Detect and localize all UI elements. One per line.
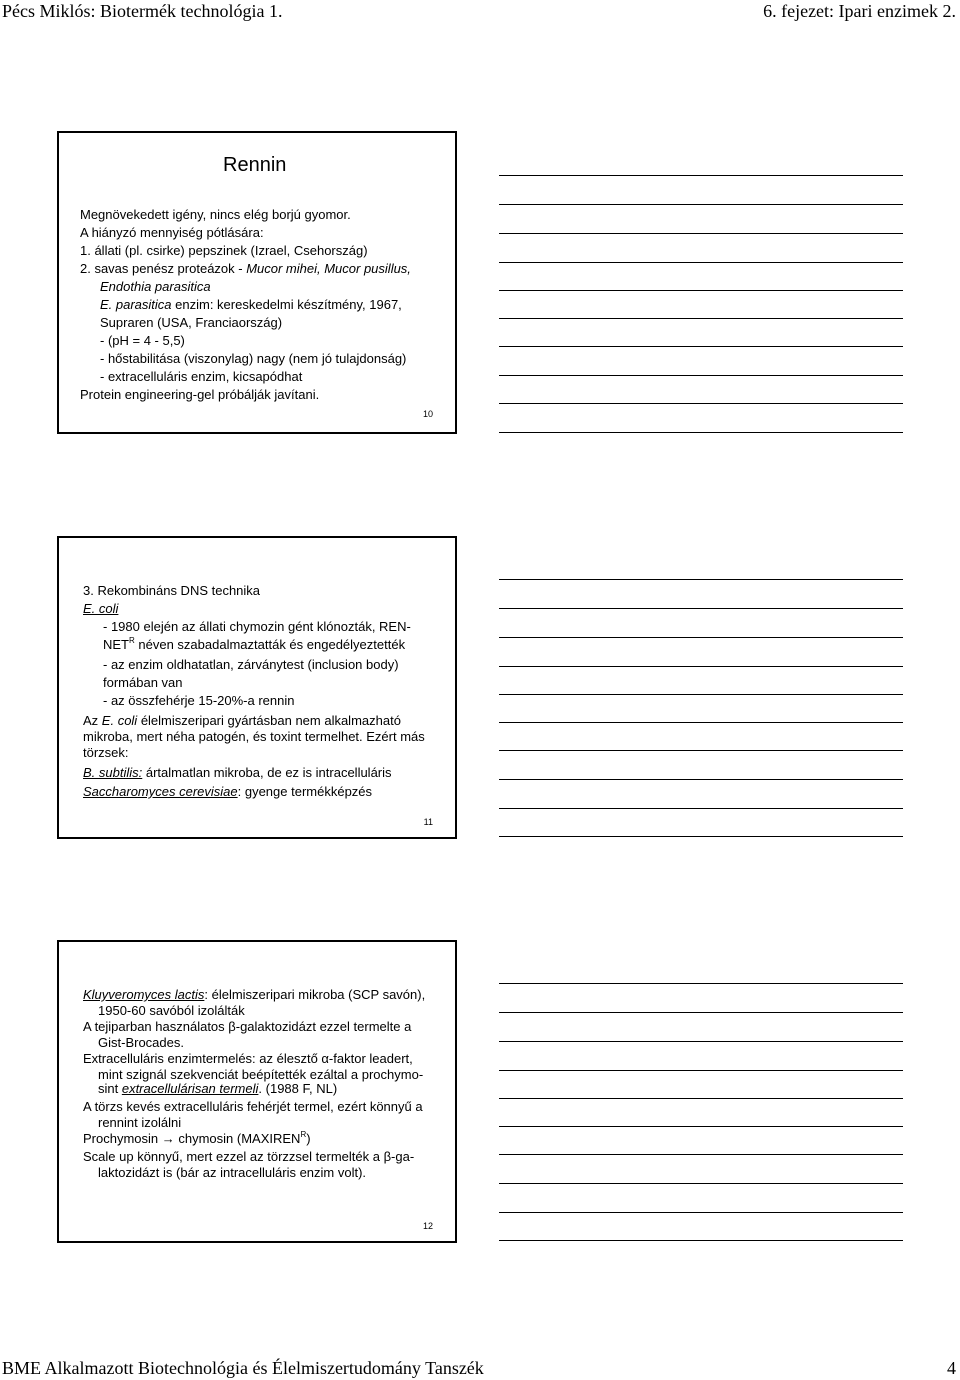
page-header-left: Pécs Miklós: Biotermék technológia 1. (2, 1, 283, 21)
note-line (499, 1212, 903, 1213)
slide-text-line: Supraren (USA, Franciaország) (100, 315, 283, 330)
slide-text-line (83, 765, 392, 781)
slide-12 (57, 940, 457, 1243)
page-number: 4 (947, 1358, 956, 1378)
note-line (499, 290, 903, 291)
note-line (499, 233, 903, 234)
slide-text-line: rennint izolálni (98, 1115, 182, 1130)
species-name: Kluyveromyces lactis (83, 987, 205, 1002)
note-line (499, 779, 903, 780)
text-span: enzim: kereskedelmi készítmény, 1967, (171, 297, 402, 312)
slide-number: 10 (422, 409, 433, 419)
slide-text-line: - az enzim oldhatatlan, zárványtest (inclusion body) (103, 657, 399, 672)
species-name: E. coli (83, 601, 119, 616)
species-name: Mucor mihei, Mucor pusillus, (246, 261, 411, 276)
slide-text-line (83, 987, 425, 1003)
species-name: Saccharomyces cerevisiae (83, 784, 238, 799)
species-name: E. parasitica (100, 297, 172, 312)
slide-text-line: - az összfehérje 15-20%-a rennin (103, 693, 295, 708)
slide-text-line: laktozidázt is (bár az intracelluláris enzim volt). (98, 1165, 367, 1180)
slide-text-line (80, 261, 411, 277)
slide-text-line (83, 713, 401, 729)
note-line (499, 204, 903, 205)
note-line (499, 1240, 903, 1241)
species-name: E. coli (101, 713, 138, 728)
slide-number: 11 (423, 817, 433, 827)
slide-text-line: 1. állati (pl. csirke) pepszinek (Izrael, Csehország) (80, 243, 368, 258)
note-line (499, 637, 903, 638)
note-line (499, 694, 903, 695)
species-name: Endothia parasitica (100, 279, 211, 294)
slide-text-line: formában van (103, 675, 183, 690)
text-span: ártalmatlan mikroba, de ez is intracelluláris (142, 765, 392, 780)
text-span: : gyenge termékképzés (237, 784, 373, 799)
page-header-right: 6. fejezet: Ipari enzimek 2. (763, 1, 956, 21)
text-span: . (1988 F, NL) (258, 1081, 338, 1096)
note-line (499, 1098, 903, 1099)
slide-text-line: mint szignál szekvenciát beépítették ezáltal a prochymo- (98, 1067, 424, 1082)
slide-text-line: Scale up könnyű, mert ezzel az törzzsel termelték a β-ga- (83, 1149, 415, 1164)
slide-11 (57, 536, 457, 839)
note-line (499, 983, 903, 984)
slide-text-line: Gist-Brocades. (98, 1035, 184, 1050)
text-span: NET (103, 637, 129, 652)
note-line (499, 836, 903, 837)
text-span: Prochymosin → chymosin (MAXIREN (83, 1131, 301, 1146)
slide-text-line: 3. Rekombináns DNS technika (83, 583, 261, 598)
text-span: ) (306, 1131, 311, 1146)
note-line (499, 262, 903, 263)
emphasis-text: extracellulárisan termeli (121, 1081, 259, 1096)
text-span: élelmiszeripari gyártásban nem alkalmazható (137, 713, 401, 728)
text-span: 2. savas penész proteázok - (80, 261, 247, 276)
note-line (499, 750, 903, 751)
slide-title: Rennin (223, 154, 287, 176)
slide-text-line (98, 1081, 337, 1097)
note-line (499, 579, 903, 580)
note-line (499, 1070, 903, 1071)
note-line (499, 318, 903, 319)
note-line (499, 808, 903, 809)
slide-text-line (83, 784, 372, 800)
slide-text-line: A hiányzó mennyiség pótlására: (80, 225, 264, 240)
slide-10 (57, 131, 457, 434)
slide-text-line: Megnövekedett igény, nincs elég borjú gyomor. (80, 207, 351, 222)
text-span: néven szabadalmaztatták és engedélyeztették (134, 637, 406, 652)
note-line (499, 432, 903, 433)
note-line (499, 722, 903, 723)
note-line (499, 1154, 903, 1155)
slide-text-line (100, 297, 402, 313)
note-line (499, 1012, 903, 1013)
slide-text-line (83, 1131, 311, 1147)
slide-text-line: - (pH = 4 - 5,5) (100, 333, 185, 348)
note-line (499, 1126, 903, 1127)
species-name: B. subtilis: (83, 765, 143, 780)
note-line (499, 666, 903, 667)
note-line (499, 375, 903, 376)
slide-text-line: 1950-60 savóból izolálták (98, 1003, 245, 1018)
slide-text-line: törzsek: (83, 745, 129, 760)
slide-text-line: Extracelluláris enzimtermelés: az élesztő α-faktor leadert, (83, 1051, 413, 1066)
registered-mark: R (129, 636, 135, 645)
note-line (499, 1183, 903, 1184)
slide-text-line: Protein engineering-gel próbálják javítani. (80, 387, 320, 402)
slide-text-line (103, 637, 405, 653)
slide-text-line: A törzs kevés extracelluláris fehérjét termel, ezért könnyű a (83, 1099, 423, 1114)
slide-text-line: - extracelluláris enzim, kicsapódhat (100, 369, 303, 384)
note-line (499, 346, 903, 347)
note-line (499, 608, 903, 609)
note-line (499, 1041, 903, 1042)
slide-text-line: mikroba, mert néha patogén, és toxint termelhet. Ezért más (83, 729, 425, 744)
slide-text-line: - 1980 elején az állati chymozin gént klónozták, REN- (103, 619, 411, 634)
slide-text-line: A tejiparban használatos β-galaktozidázt ezzel termelte a (83, 1019, 412, 1034)
registered-mark: R (300, 1130, 307, 1139)
note-line (499, 403, 903, 404)
text-span: sint (98, 1081, 122, 1096)
text-span: Az (83, 713, 102, 728)
note-line (499, 175, 903, 176)
slide-number: 12 (422, 1221, 433, 1231)
text-span: : élelmiszeripari mikroba (SCP savón), (204, 987, 426, 1002)
slide-text-line: - hőstabilitása (viszonylag) nagy (nem jó tulajdonság) (100, 351, 407, 366)
page-footer-left: BME Alkalmazott Biotechnológia és Élelmiszertudomány Tanszék (2, 1358, 484, 1378)
